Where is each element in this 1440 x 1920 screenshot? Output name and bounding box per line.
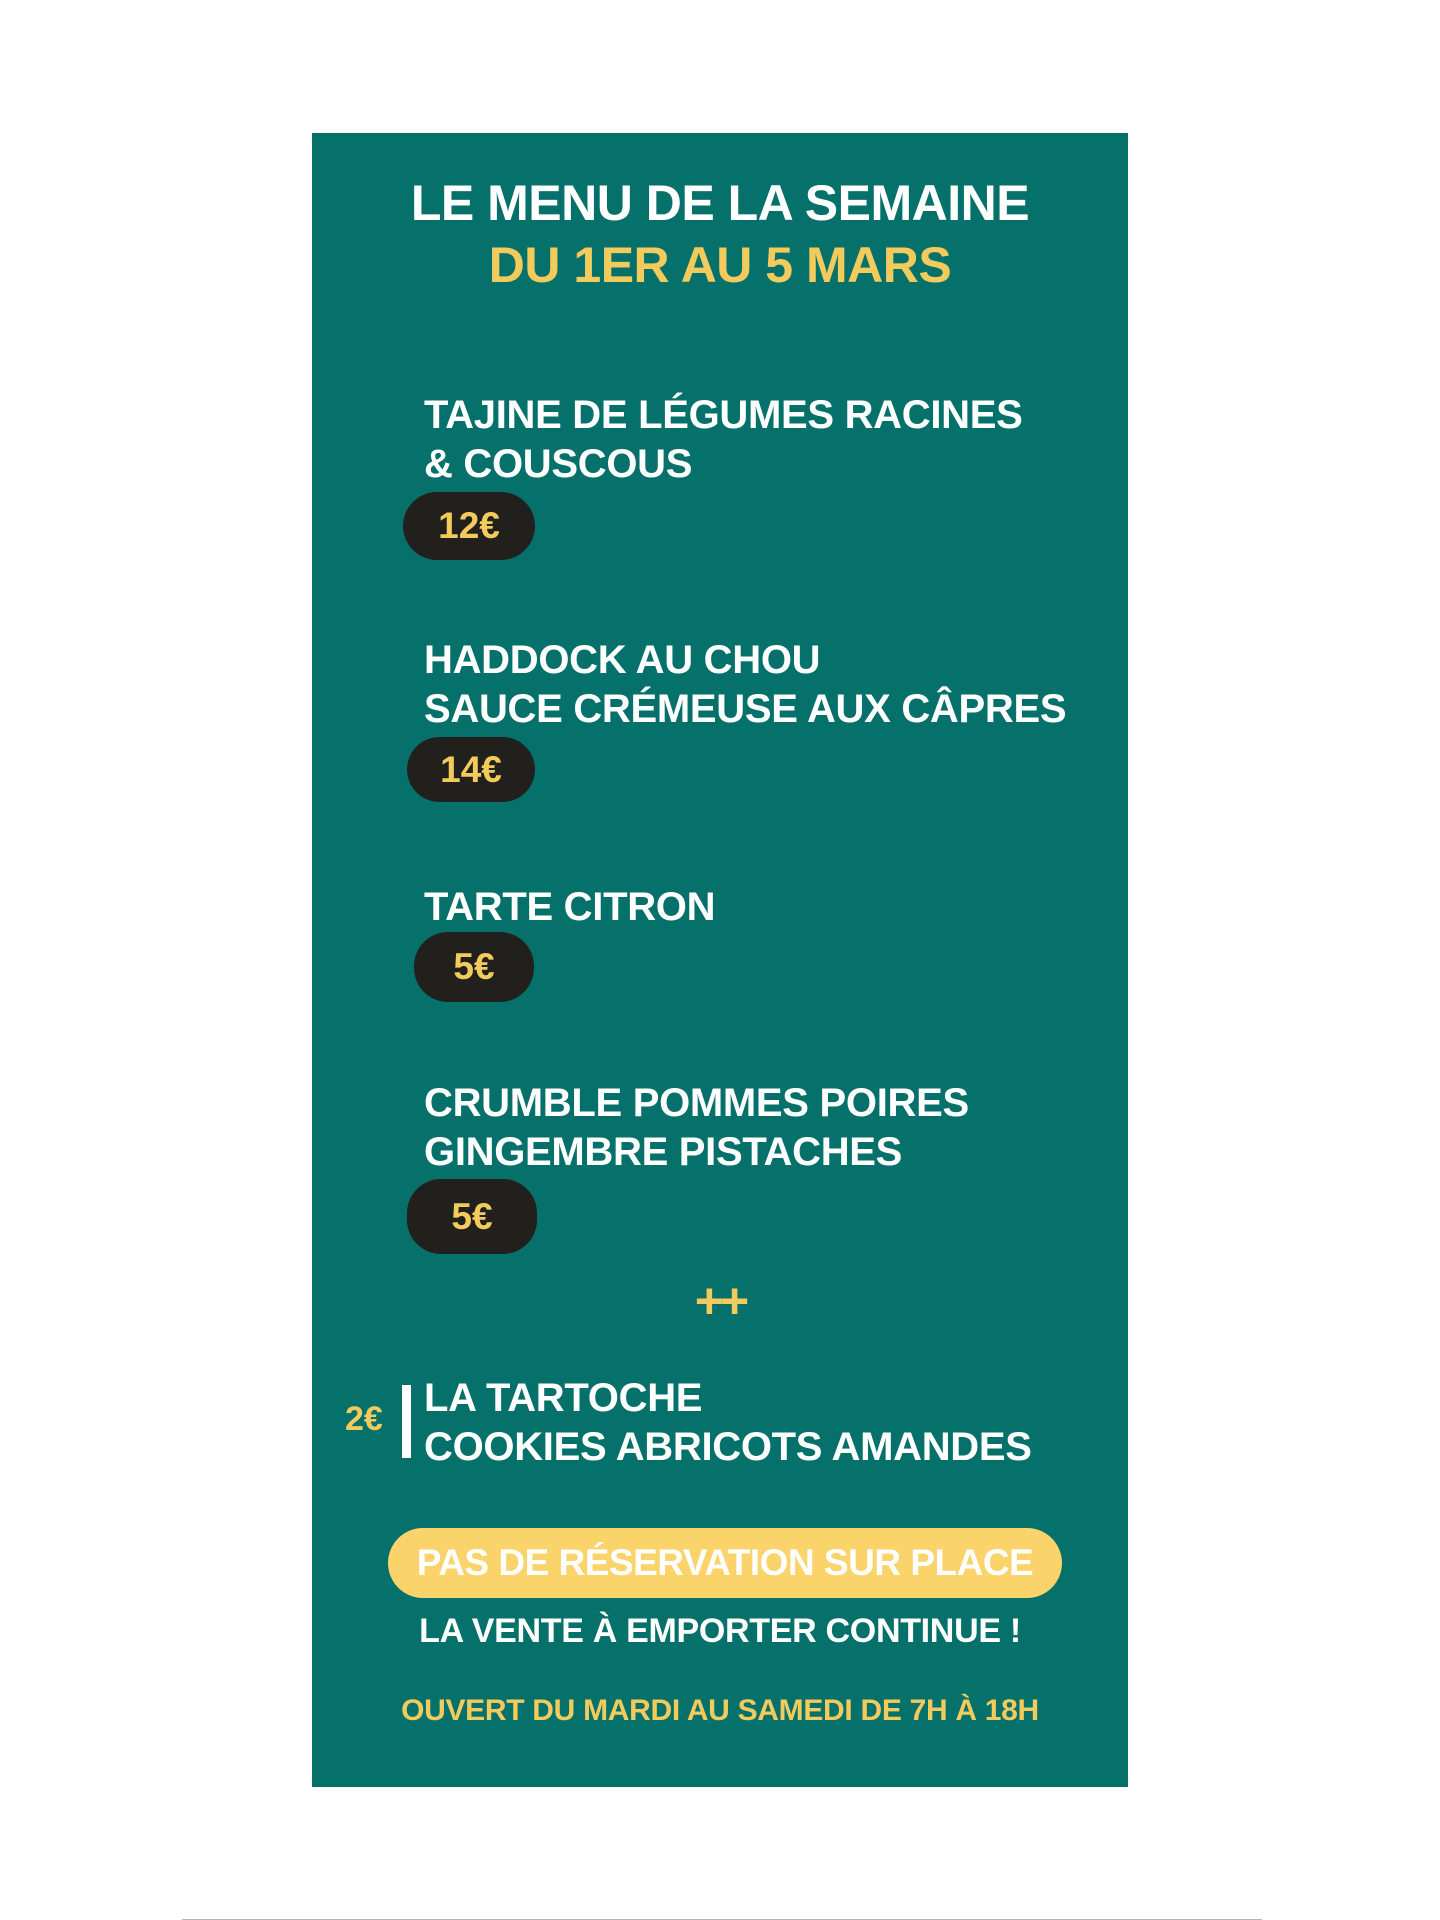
- dish-2-name: [424, 636, 1114, 734]
- reservation-banner: PAS DE RÉSERVATION SUR PLACE: [388, 1528, 1062, 1598]
- dish-1-line-2: & COUSCOUS: [424, 442, 693, 486]
- extras-line-1: LA TARTOCHE: [424, 1376, 703, 1420]
- dish-3-price: 5€: [414, 932, 534, 1002]
- dish-4-line-1: CRUMBLE POMMES POIRES: [424, 1081, 969, 1125]
- dish-3-name: [424, 883, 1114, 932]
- dish-1-name: [424, 391, 1114, 489]
- dish-1-line-1: TAJINE DE LÉGUMES RACINES: [424, 393, 1023, 437]
- extras-divider: [402, 1385, 411, 1458]
- extras-items: [424, 1374, 1114, 1472]
- extras-price: 2€: [345, 1400, 383, 1438]
- dish-3-line-1: TARTE CITRON: [424, 885, 716, 929]
- menu-dates: DU 1ER AU 5 MARS: [488, 237, 952, 293]
- dish-4-price: 5€: [407, 1179, 537, 1254]
- takeaway-note: LA VENTE À EMPORTER CONTINUE !: [419, 1612, 1021, 1650]
- opening-hours: OUVERT DU MARDI AU SAMEDI DE 7H À 18H: [401, 1694, 1039, 1727]
- menu-title: LE MENU DE LA SEMAINE: [410, 175, 1030, 231]
- extras-line-2: COOKIES ABRICOTS AMANDES: [424, 1425, 1032, 1469]
- extras-separator: ++: [694, 1273, 746, 1329]
- dish-1-price: 12€: [403, 492, 535, 560]
- dish-2-price: 14€: [407, 737, 535, 802]
- dish-4-line-2: GINGEMBRE PISTACHES: [424, 1130, 903, 1174]
- menu-poster: [312, 133, 1128, 1787]
- dish-2-line-2: SAUCE CRÉMEUSE AUX CÂPRES: [424, 687, 1067, 731]
- dish-4-name: [424, 1079, 1114, 1177]
- dish-2-line-1: HADDOCK AU CHOU: [424, 638, 821, 682]
